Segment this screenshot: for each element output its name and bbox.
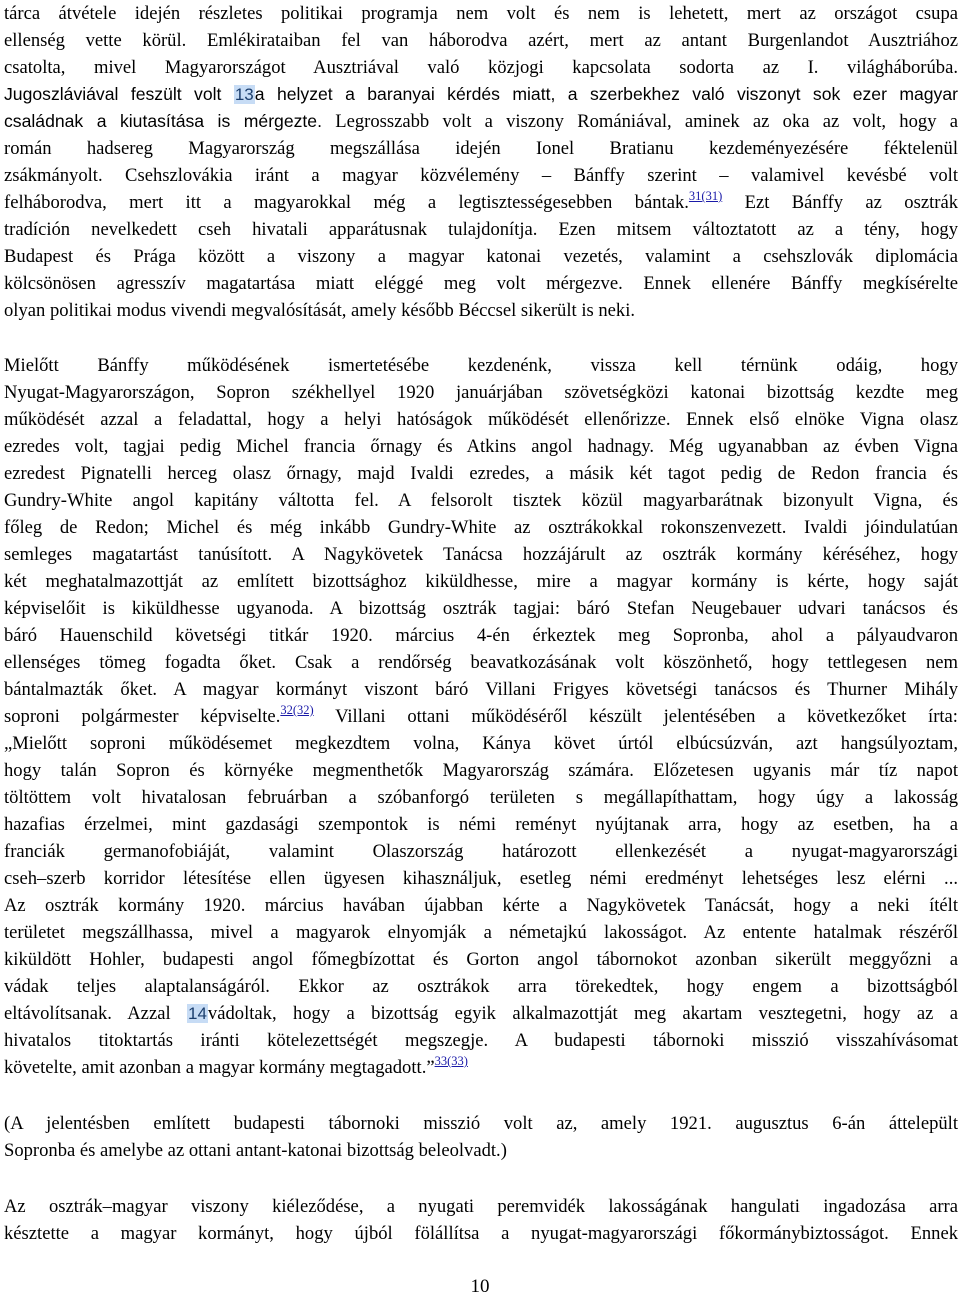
text-line: franciák germanofobiáját, valamint Olaszország határozott ellenkezését a nyugat-magyarországi [4,841,958,862]
text-line [4,1000,958,1027]
footnote-link[interactable]: 32(32) [280,703,314,717]
page-break-marker[interactable]: 13 [234,85,254,104]
footnote-link[interactable]: 31(31) [688,189,723,203]
text-span: Legrosszabb volt a viszony Romániával, aminek az oka az volt, hogy a [321,111,958,132]
text-line: román hadsereg Magyarország megszállása idején Ionel Bratianu kezdeményezésére féktelenül [4,138,958,159]
text-line [4,108,958,135]
text-span: felháborodva, mert itt a magyarokkal még a legtisztességesebben bántak. [4,192,689,213]
text-line: báró Hauenschild követségi titkár 1920. március 4-én érkeztek meg Sopronba, ahol a pályaudvaron [4,625,958,646]
text-line: főleg de Redon; Michel és még inkább Gundry-White az osztrákokkal rokonszenvezett. Ivaldi jóindulatúan [4,517,958,538]
text-line: késztette a magyar kormányt, hogy újból fölállítsa a nyugat-magyarországi főkormánybiztosságot. Ennek [4,1223,958,1244]
text-line: ezredest Pignatelli herceg olasz őrnagy, majd Ivaldi ezredes, a másik két tagot pedig de Redon francia és [4,463,958,484]
text-line: hazafias érzelmei, mint gazdasági szempontok is némi reményt nyújtanak arra, hogy az esetben, ha a [4,814,958,835]
text-line: tárca átvétele idején részletes politikai programja nem volt és nem is lehetett, mert az országot csupa [4,3,958,24]
text-line: (A jelentésben említett budapesti tábornoki misszió volt az, amely 1921. augusztus 6-án áttelepült [4,1113,958,1134]
text-span: vádoltak, hogy a bizottság egyik alkalmazottját meg akartam vesztegetni, hogy az a [207,1003,959,1024]
text-line: töltöttem volt hivatalosan februárban a szóbanforgó területen s megállapíthattam, hogy úgy a lakosság [4,787,958,808]
text-span: családnak a kiutasítása is mérgezte. [4,111,322,131]
text-line: tradíción nevelkedett cseh hivatali apparátusnak tulajdonítja. Ezen mitsem változtatott az a tény, hogy [4,219,958,240]
text-line: Nyugat-Magyarországon, Sopron székhellyel 1920 januárjában szövetségközi katonai bizottság kezdte meg [4,382,958,403]
text-line: Az osztrák–magyar viszony kiéleződése, a nyugati peremvidék lakosságának hangulati ingadozása arra [4,1196,958,1217]
text-line: Gundry-White angol kapitány váltotta fel. A felsorolt tisztek közül magyarbarátnak bizonyult Vigna, és [4,490,958,511]
text-line: két meghatalmazottját az említett bizottsághoz kiküldhesse, mire a magyar kormány is kérte, hogy saját [4,571,958,592]
text-span: a helyzet a baranyai kérdés miatt, a szerbekhez való viszonyt sok ezer magyar [254,84,958,104]
text-line: területet megszállhassa, mivel a magyarok elnyomják a németajkú lakosságot. Az entente hatalmak részéről [4,922,958,943]
text-line [4,189,958,216]
text-line: kiküldött Hohler, budapesti angol főmegbízottat és Gorton angol tábornokot azonban sikerült meggyőzni a [4,949,958,970]
text-line: vádak teljes alaptalanságáról. Ekkor az osztrákok arra törekedtek, hogy engem a bizottságból [4,976,958,997]
page-break-marker[interactable]: 14 [188,1004,207,1023]
text-line: ellenség vette körül. Emlékirataiban fel van háborodva azért, mert az antant Burgenlandot Ausztriához [4,30,958,51]
text-line: bántalmazták őket. A magyar kormányt viszont báró Villani Frigyes követségi tanácsos és Thurner Mihály [4,679,958,700]
text-span: soproni polgármester képviselte. [4,706,281,727]
text-line: olyan politikai modus vivendi megvalósítását, amely később Béccsel sikerült is neki. [4,300,636,321]
text-line: zsákmányolt. Csehszlovákia iránt a magyar közvélemény – Bánffy szerint – valamivel kevésbé volt [4,165,958,186]
text-line: Mielőtt Bánffy működésének ismertetésébe kezdenénk, vissza kell térnünk odáig, hogy [4,355,958,376]
text-line [4,81,958,108]
text-line [4,1054,958,1081]
text-line: semleges magatartást tanúsított. A Nagykövetek Tanácsa hozzájárult az osztrák kormány kéréséhez, hogy [4,544,958,565]
text-line: hivatalos titoktartás iránti kötelezettségét megszegje. A budapesti tábornoki misszió visszahívásomat [4,1030,958,1051]
text-span: eltávolítsanak. Azzal [4,1003,171,1024]
page-number: 10 [470,1276,490,1297]
text-span: követelte, amit azonban a magyar kormány megtagadott.” [4,1057,435,1078]
text-line: ellenséges tömeg fogadta őket. Csak a rendőrség beavatkozásának volt köszönhető, hogy tettlegesen nem [4,652,958,673]
text-line [4,703,958,730]
text-line: ezredes volt, tagjai pedig Michel francia őrnagy és Atkins angol hadnagy. Még ugyanabban az évben Vigna [4,436,958,457]
text-span: Ezt Bánffy az osztrák [722,192,958,213]
text-line: Budapest és Prága között a viszony a magyar katonai vezetés, valamint a csehszlovák diplomácia [4,246,958,267]
text-span: Villani ottani működéséről készült jelentésében a következőket írta: [313,706,958,727]
text-line: kölcsönösen agresszív magatartása miatt eléggé meg volt mérgezve. Ennek ellenére Bánffy megkísérelte [4,273,958,294]
text-line: cseh–szerb korridor létesítése ellen ügyesen kihasználjuk, esetleg némi eredményt lehetséges lesz elérni ... [4,868,958,889]
text-line: képviselőit is kiküldhesse ugyanoda. A bizottság osztrák tagjai: báró Stefan Neugebauer udvari tanácsos és [4,598,958,619]
text-line: csatolta, mivel Magyarországot Ausztriával való közjogi kapcsolata sodorta az I. világháborúba. [4,57,958,78]
text-line: működését azzal a feladattal, hogy a helyi hatóságok működését ellenőrizze. Ennek első elnöke Vigna olasz [4,409,958,430]
text-line: Az osztrák kormány 1920. március havában újabban kérte a Nagykövetek Tanácsát, hogy a neki ítélt [4,895,958,916]
text-line: hogy talán Sopron és környéke megmenthetők Magyarország számára. Előzetesen ugyanis már tíz napot [4,760,958,781]
footnote-link[interactable]: 33(33) [434,1054,468,1068]
text-line: Sopronba és amelybe az ottani antant-katonai bizottság beleolvadt.) [4,1140,507,1161]
text-line: „Mielőtt soproni működésemet megkezdtem volna, Kánya követ úrtól elbúcsúzván, azt hangsúlyoztam, [4,733,958,754]
text-span: Jugoszláviával feszült volt [4,84,222,104]
